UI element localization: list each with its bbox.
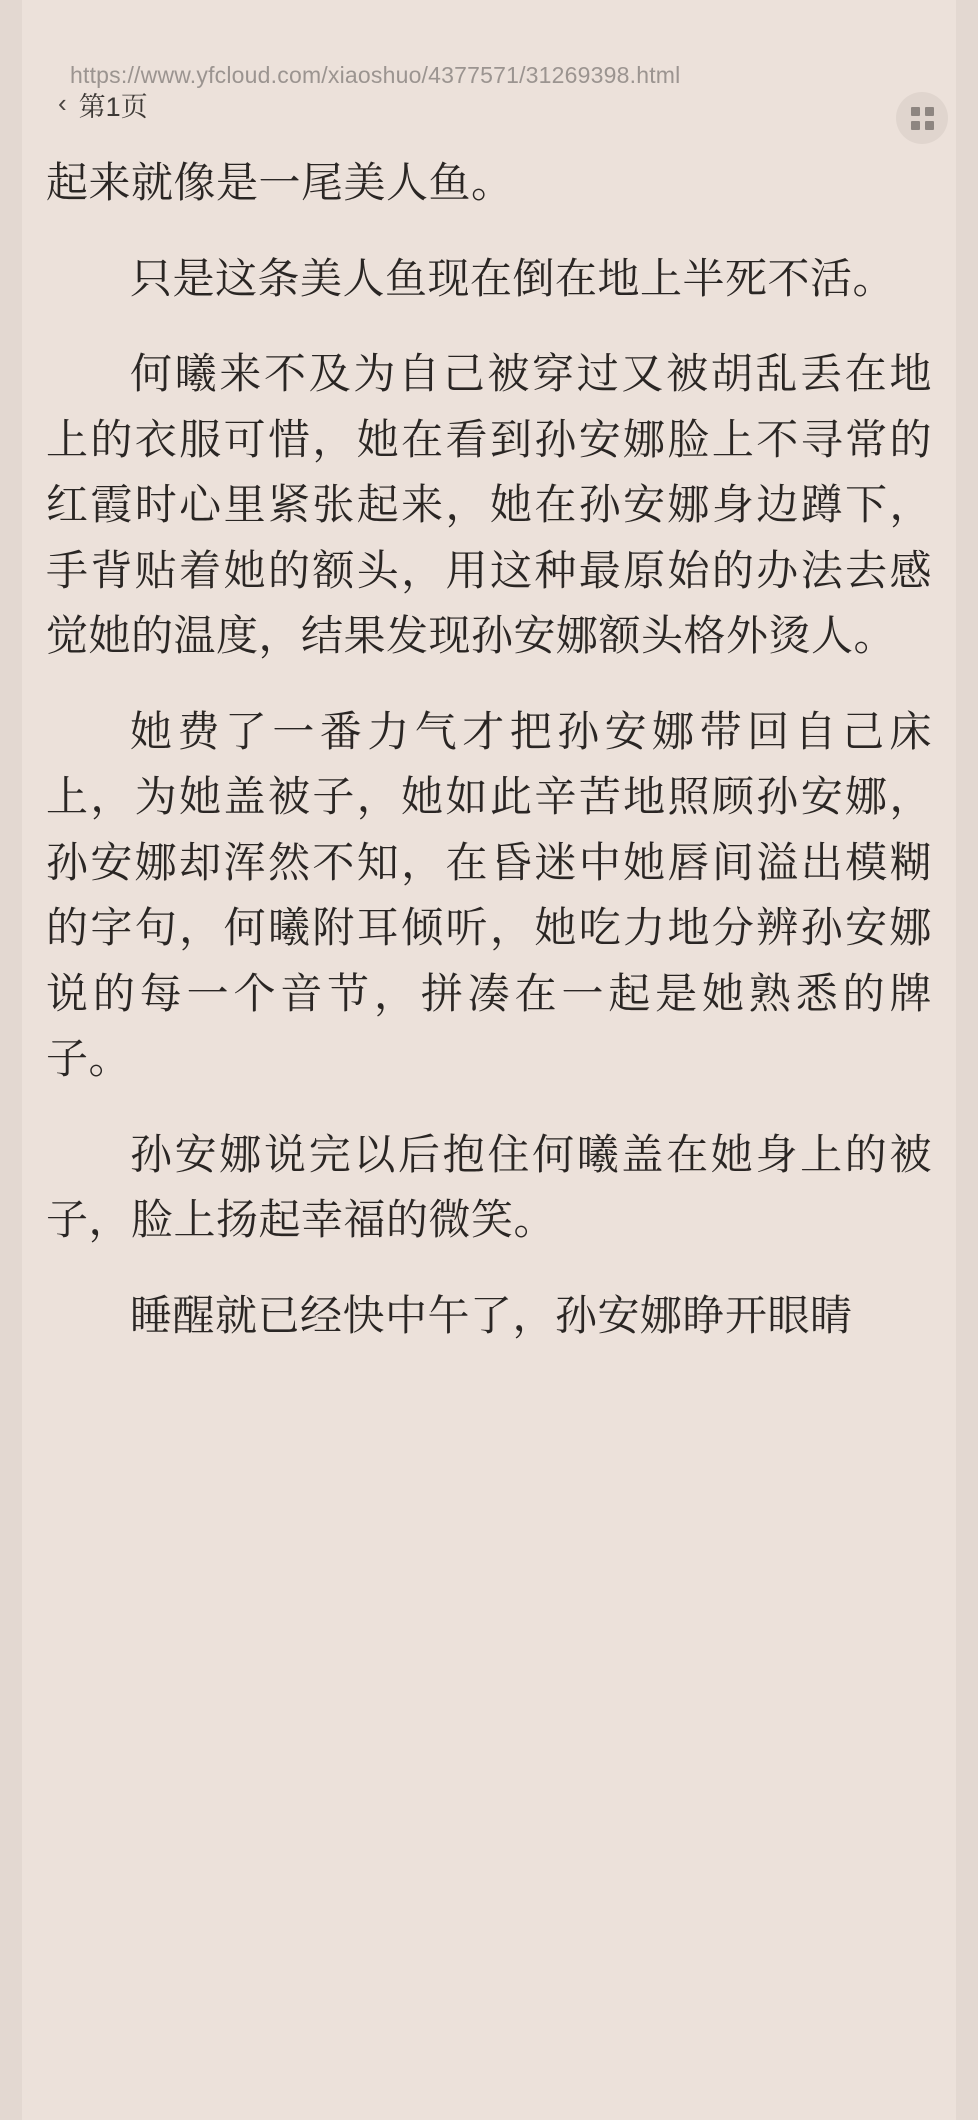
paragraph: 她费了一番力气才把孙安娜带回自己床上，为她盖被子，她如此辛苦地照顾孙安娜，孙安娜却浑然不知，在昏迷中她唇间溢出模糊的字句，何曦附耳倾听，她吃力地分辨孙安娜说的每一个音节，拼凑在一起是她熟悉的牌子。 [46,709,932,1084]
paragraph: 只是这条美人鱼现在倒在地上半死不活。 [130,256,896,303]
left-edge-strip [0,0,22,2120]
paragraph: 睡醒就已经快中午了，孙安娜睁开眼睛 [130,1293,853,1340]
paragraph: 何曦来不及为自己被穿过又被胡乱丢在地上的衣服可惜，她在看到孙安娜脸上不寻常的红霞时心里紧张起来，她在孙安娜身边蹲下，手背贴着她的额头，用这种最原始的办法去感觉她的温度，结果发现孙安娜额头格外烫人。 [46,352,932,661]
paragraph: 孙安娜说完以后抱住何曦盖在她身上的被子，脸上扬起幸福的微笑。 [46,1132,932,1245]
url-text[interactable]: https://www.yfcloud.com/xiaoshuo/4377571/31269398.html [70,62,681,88]
status-bar [0,0,978,46]
page-label: 第1页 [78,91,148,122]
back-chevron-icon[interactable]: ‹ [58,88,67,118]
paragraph: 起来就像是一尾美人鱼。 [46,161,514,207]
grid-icon [911,107,934,130]
url-bar[interactable] [0,46,978,88]
navigation-row [0,82,978,130]
article-content [0,130,978,1350]
grid-menu-button[interactable] [896,92,948,144]
right-edge-strip [956,0,978,2120]
